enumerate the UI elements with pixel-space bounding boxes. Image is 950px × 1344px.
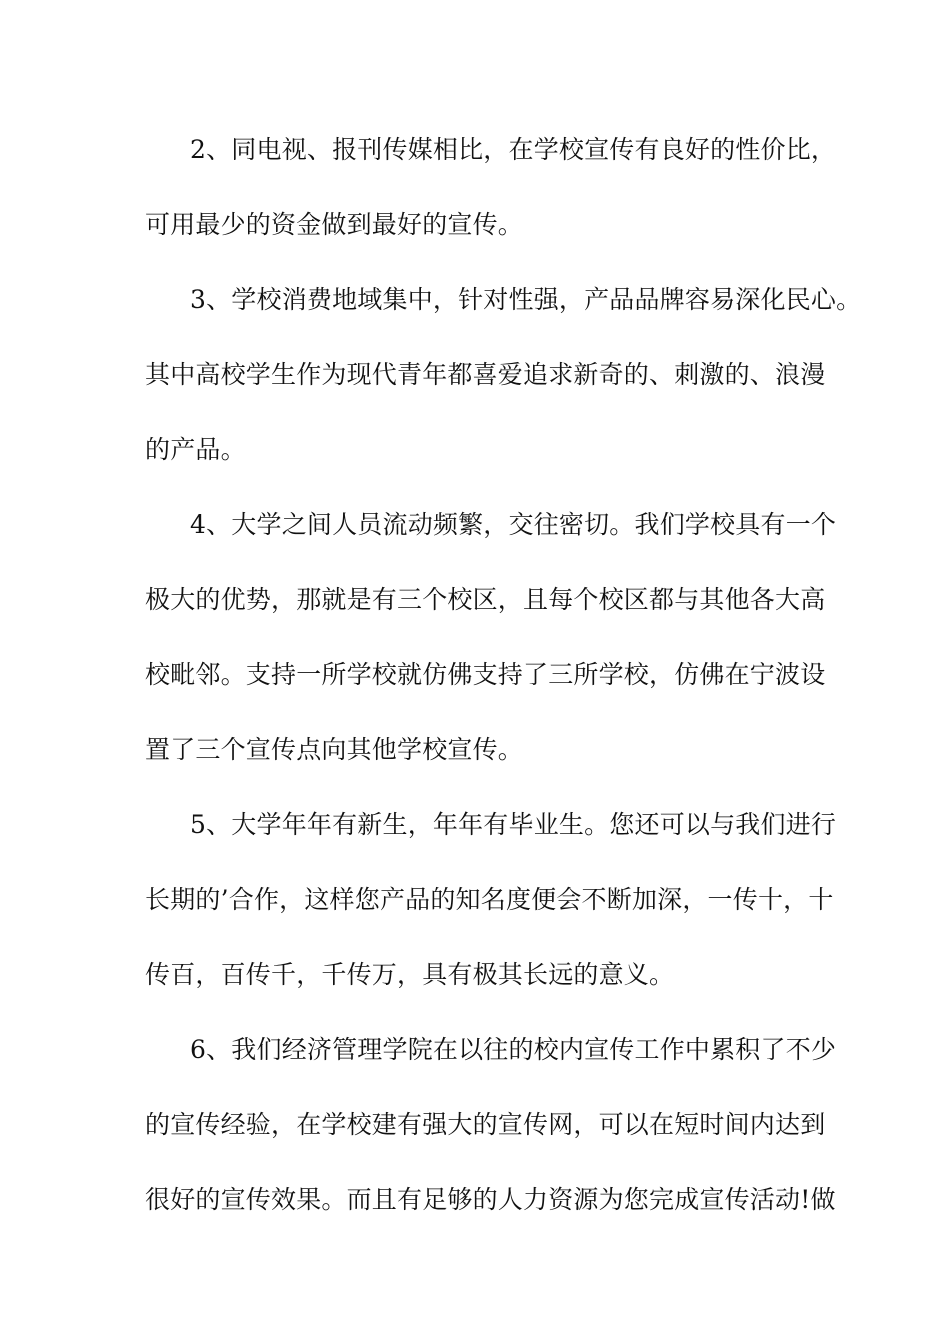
paragraph-4-line-4: 置了三个宣传点向其他学校宣传。 xyxy=(145,735,524,764)
paragraph-2-line-1: 2、同电视、报刊传媒相比，在学校宣传有良好的性价比， xyxy=(190,135,837,164)
paragraph-5-line-2: 长期的’合作，这样您产品的知名度便会不断加深，一传十，十 xyxy=(145,885,834,914)
paragraph-3-line-1: 3、学校消费地域集中，针对性强，产品品牌容易深化民心。 xyxy=(190,285,862,314)
paragraph-2-line-2: 可用最少的资金做到最好的宣传。 xyxy=(145,210,524,239)
paragraph-6-line-1: 6、我们经济管理学院在以往的校内宣传工作中累积了不少 xyxy=(190,1035,837,1064)
paragraph-5-line-1: 5、大学年年有新生，年年有毕业生。您还可以与我们进行 xyxy=(190,810,837,839)
paragraph-6-line-2: 的宣传经验，在学校建有强大的宣传网，可以在短时间内达到 xyxy=(145,1110,826,1139)
paragraph-4-line-2: 极大的优势，那就是有三个校区，且每个校区都与其他各大高 xyxy=(145,585,826,614)
paragraph-6-line-3: 很好的宣传效果。而且有足够的人力资源为您完成宣传活动!做 xyxy=(145,1185,836,1214)
paragraph-3-line-2: 其中高校学生作为现代青年都喜爱追求新奇的、刺激的、浪漫 xyxy=(145,360,826,389)
paragraph-3-line-3: 的产品。 xyxy=(145,435,246,464)
paragraph-5-line-3: 传百，百传千，千传万，具有极其长远的意义。 xyxy=(145,960,675,989)
paragraph-4-line-1: 4、大学之间人员流动频繁，交往密切。我们学校具有一个 xyxy=(190,510,837,539)
paragraph-4-line-3: 校毗邻。支持一所学校就仿佛支持了三所学校，仿佛在宁波设 xyxy=(145,660,826,689)
